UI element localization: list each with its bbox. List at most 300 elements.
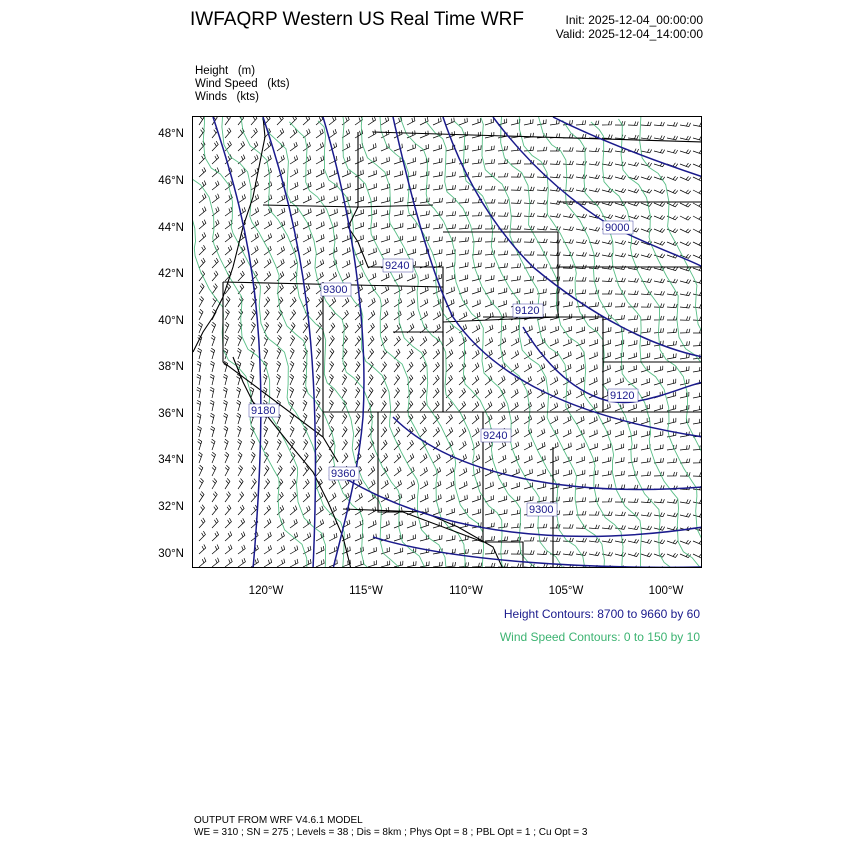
wind-barb: [524, 239, 534, 243]
wind-barb: [602, 443, 611, 450]
wind-barb: [511, 350, 519, 359]
wind-barb: [407, 454, 414, 464]
wind-barb: [303, 234, 311, 242]
wind-barb: [537, 537, 547, 541]
wind-barb: [290, 129, 297, 138]
wind-barb: [459, 388, 466, 398]
wind-barb: [524, 537, 534, 541]
wind-barb: [329, 361, 334, 372]
wind-barb: [446, 337, 453, 346]
wind-barb: [641, 340, 650, 346]
wind-barb: [381, 388, 386, 398]
wind-barb: [303, 492, 310, 502]
wind-barb: [316, 182, 324, 190]
wind-barb: [550, 339, 558, 347]
wind-barb: [329, 336, 334, 346]
wind-barb: [316, 260, 324, 269]
wind-barb: [589, 339, 598, 346]
wind-barb: [212, 465, 216, 476]
wind-barb: [615, 315, 625, 320]
wind-barb: [615, 135, 625, 139]
wind-barb: [198, 439, 202, 450]
wind-barb: [511, 263, 521, 268]
wind-barb: [251, 155, 258, 164]
wind-barb: [316, 129, 323, 138]
wind-barb: [628, 404, 637, 411]
wind-barb: [485, 509, 494, 515]
wind-barb: [589, 352, 597, 359]
height-contour-label: 9300: [323, 284, 348, 296]
wind-barb: [368, 466, 375, 476]
wind-barb: [511, 338, 519, 346]
field-height: Height (m): [195, 65, 256, 77]
wind-barb: [407, 236, 416, 242]
wind-barb: [485, 495, 494, 502]
wind-barb: [433, 427, 440, 437]
wind-barb: [238, 258, 245, 268]
wind-barb: [251, 532, 258, 541]
wind-barb: [316, 348, 321, 359]
wind-barb: [654, 291, 665, 295]
wind-barb: [680, 177, 691, 181]
wind-barb: [290, 426, 294, 437]
wind-barb: [459, 212, 469, 217]
wind-barb: [446, 350, 453, 360]
wind-barb: [316, 310, 322, 320]
wind-barb: [290, 335, 295, 346]
wind-barb: [238, 492, 244, 502]
wind-barb: [511, 276, 520, 281]
wind-barb: [210, 361, 214, 372]
wind-barb: [225, 322, 229, 333]
wind-barb: [524, 442, 532, 450]
wind-barb: [316, 413, 320, 424]
wind-barb: [511, 510, 520, 516]
wind-barb: [628, 430, 637, 437]
wind-barb: [472, 415, 479, 424]
wind-barb: [550, 377, 558, 385]
wind-barb: [459, 118, 467, 125]
wind-barb: [446, 401, 452, 411]
wind-barb: [225, 117, 230, 125]
wind-barb: [225, 258, 232, 268]
wind-barb: [641, 444, 650, 450]
wind-barb: [615, 162, 626, 166]
wind-barb: [433, 375, 439, 385]
wind-barb: [680, 242, 691, 246]
wind-barb: [498, 402, 505, 411]
wind-barb: [407, 117, 415, 125]
wind-barb: [459, 224, 469, 229]
wind-barb: [472, 118, 481, 125]
wind-barb: [342, 427, 347, 438]
wind-barb: [550, 161, 560, 165]
wind-barb: [693, 292, 702, 296]
wind-barb: [524, 415, 532, 424]
wind-barb: [394, 375, 400, 385]
wind-barb: [524, 351, 532, 359]
wind-barb: [368, 210, 377, 217]
wind-barb: [394, 494, 402, 502]
wind-barb: [576, 174, 587, 178]
wind-barb: [537, 264, 547, 268]
wind-barb: [446, 362, 453, 372]
wind-barb: [563, 174, 574, 178]
wind-barb: [628, 485, 638, 489]
wind-barb: [368, 130, 376, 138]
wind-barb: [329, 209, 337, 216]
wind-barb: [654, 215, 665, 219]
wind-barb: [329, 234, 337, 242]
wind-barb: [355, 183, 364, 190]
wind-barb: [680, 304, 690, 308]
wind-barb: [537, 376, 545, 385]
wind-barb: [212, 478, 217, 489]
wind-barb: [225, 465, 229, 476]
wind-barb: [576, 456, 585, 463]
wind-barb: [277, 348, 281, 359]
wind-barb: [277, 208, 285, 216]
wind-barb: [667, 190, 678, 194]
wind-barb: [316, 117, 323, 125]
wind-barb: [485, 118, 494, 125]
lat-label: 36°N: [158, 408, 184, 420]
wind-barb: [446, 468, 454, 477]
wind-barb: [394, 273, 402, 281]
wind-barb: [381, 311, 388, 320]
wind-barb: [667, 458, 677, 463]
wind-barb: [511, 133, 520, 139]
wind-barb: [641, 566, 652, 568]
wind-barb: [472, 350, 479, 359]
wind-barb: [485, 159, 495, 164]
wind-barb: [498, 275, 507, 281]
wind-barb: [225, 531, 232, 541]
lon-label: 100°W: [648, 585, 684, 597]
wind-barb: [667, 329, 677, 334]
wind-barb: [251, 233, 258, 242]
wind-barb: [537, 429, 545, 437]
wind-barb: [316, 169, 324, 177]
wind-barb: [212, 220, 219, 229]
wind-barb: [693, 136, 702, 140]
wind-barb: [654, 379, 663, 386]
wind-barb: [550, 213, 561, 217]
wind-barb: [667, 122, 678, 126]
wind-barb: [511, 119, 520, 125]
wind-barb: [537, 442, 545, 450]
wind-barb: [550, 239, 560, 243]
wind-barb: [355, 362, 360, 373]
wind-barb: [693, 190, 702, 194]
wind-barb: [264, 479, 270, 489]
wind-barb: [355, 170, 363, 177]
wind-barb: [485, 536, 495, 541]
wind-barb: [446, 427, 453, 437]
wind-barb: [212, 181, 219, 190]
wind-barb: [693, 304, 702, 308]
wind-barb: [615, 378, 623, 385]
wind-barb: [667, 379, 676, 385]
wind-barb: [407, 130, 415, 138]
wind-barb: [680, 216, 691, 220]
wind-barb: [264, 284, 270, 294]
wind-barb: [693, 267, 702, 271]
wind-barb: [277, 361, 281, 372]
lon-label: 105°W: [548, 585, 584, 597]
wind-barb: [303, 117, 310, 125]
wind-barb: [355, 560, 364, 567]
wind-barb: [693, 419, 702, 425]
wind-barb: [563, 214, 574, 218]
map-panel[interactable]: [192, 116, 702, 568]
wind-barb: [223, 400, 227, 411]
wind-barb: [251, 439, 255, 450]
wind-barb: [264, 259, 271, 268]
wind-barb: [290, 546, 298, 554]
wind-barb: [654, 149, 665, 153]
wind-barb: [615, 189, 626, 193]
wind-barb: [381, 157, 390, 164]
wind-barb: [368, 547, 377, 554]
wind-barb: [316, 506, 323, 515]
wind-barb: [680, 163, 691, 167]
wind-barb: [459, 468, 467, 476]
wind-barb: [251, 128, 257, 138]
height-contour-legend: Height Contours: 8700 to 9660 by 60: [503, 607, 700, 621]
wind-barb: [368, 170, 377, 177]
wind-barb: [459, 312, 467, 320]
wind-barb: [576, 497, 586, 502]
wind-barb: [264, 426, 268, 437]
wind-barb: [563, 188, 574, 192]
wind-barb: [276, 374, 280, 385]
wind-barb: [264, 505, 271, 515]
wind-barb: [277, 259, 284, 268]
wind-barb: [381, 521, 389, 529]
wind-barb: [211, 348, 215, 359]
wind-barb: [420, 388, 426, 398]
wind-barb: [251, 246, 258, 255]
wind-barb: [524, 550, 534, 554]
wind-barb: [563, 252, 573, 256]
wind-barb: [563, 551, 574, 555]
wind-barb: [394, 336, 400, 346]
wind-barb: [433, 562, 442, 567]
wind-barb: [264, 519, 271, 528]
wind-barb: [264, 195, 272, 203]
wind-barb: [290, 310, 296, 320]
wind-barb: [199, 245, 205, 255]
wind-barb: [316, 156, 324, 164]
wind-barb: [563, 497, 573, 502]
wind-barb: [615, 215, 626, 219]
wind-barb: [446, 287, 454, 294]
wind-barb: [628, 340, 637, 346]
wind-barb: [537, 416, 545, 425]
field-list: [195, 65, 290, 104]
wind-barb: [225, 297, 230, 308]
wind-barb: [199, 284, 204, 295]
wind-barb: [472, 495, 481, 502]
wind-barb: [615, 444, 624, 450]
wind-barb: [628, 162, 639, 166]
wind-barb: [615, 430, 624, 437]
wind-barb: [589, 443, 598, 450]
wind-barb: [485, 455, 493, 463]
wind-barb: [602, 539, 613, 543]
wind-barb: [251, 558, 259, 567]
wind-barb: [563, 443, 571, 450]
wind-barb: [420, 454, 427, 463]
wind-barb: [589, 161, 600, 165]
wind-barb: [641, 512, 652, 516]
wind-barb: [537, 496, 546, 502]
wind-barb: [589, 364, 597, 372]
wind-barb: [381, 248, 390, 255]
wind-barb: [329, 349, 334, 360]
wind-contour-legend: Wind Speed Contours: 0 to 150 by 10: [499, 630, 700, 644]
wind-barb: [264, 559, 272, 568]
wind-barb: [537, 483, 546, 489]
wind-barb: [511, 213, 521, 217]
wind-barb: [589, 377, 597, 385]
wind-barb: [225, 207, 232, 216]
wind-barb: [225, 452, 229, 463]
wind-barb: [654, 499, 664, 503]
wind-barb: [199, 544, 206, 554]
wind-barb: [329, 129, 336, 138]
wind-barb: [381, 362, 387, 372]
wind-barb: [407, 311, 414, 320]
wind-barb: [641, 353, 650, 359]
wind-barb: [381, 286, 389, 294]
wind-barb: [407, 362, 413, 372]
wind-barb: [264, 168, 272, 177]
wind-barb: [199, 207, 206, 216]
wind-barb: [537, 226, 547, 230]
wind-barb: [485, 199, 495, 203]
wind-barb: [667, 553, 678, 557]
wind-barb: [290, 155, 298, 164]
wind-barb: [511, 325, 519, 333]
wind-barb: [407, 561, 416, 567]
wind-barb: [628, 353, 637, 360]
wind-barb: [212, 531, 219, 541]
wind-barb: [563, 277, 573, 281]
wind-barb: [225, 309, 229, 320]
wind-barb: [342, 323, 348, 333]
wind-barb: [197, 413, 201, 424]
wind-barb: [290, 297, 296, 307]
wind-barb: [459, 481, 467, 489]
wind-barb: [264, 348, 268, 359]
wind-barb: [563, 201, 574, 205]
wind-barb: [641, 539, 652, 543]
wind-barb: [264, 492, 270, 502]
wind-barb: [524, 469, 532, 476]
wind-barb: [199, 309, 203, 320]
wind-barb: [446, 388, 452, 398]
wind-barb: [485, 389, 492, 398]
wind-barb: [459, 337, 466, 346]
wind-barb: [498, 238, 508, 242]
height-contour-label: 9000: [605, 222, 630, 234]
wind-barb: [641, 458, 650, 463]
wind-barb: [498, 173, 508, 177]
wind-barb: [211, 452, 215, 463]
wind-barb: [524, 119, 533, 125]
wind-barb: [511, 428, 519, 437]
wind-barb: [537, 251, 547, 255]
wind-barb: [589, 525, 599, 529]
wind-barb: [641, 553, 652, 557]
wind-barb: [212, 284, 217, 294]
wind-barb: [667, 341, 677, 346]
wind-barb: [212, 141, 218, 151]
wind-barb: [446, 508, 455, 515]
wind-barb: [550, 120, 559, 125]
wind-barb: [420, 481, 428, 489]
wind-barb: [225, 545, 232, 554]
wind-barb: [524, 251, 534, 255]
wind-barb: [264, 221, 272, 230]
wind-barb: [407, 349, 413, 359]
wind-barb: [199, 465, 203, 476]
wind-barb: [550, 252, 560, 256]
wind-barb: [238, 297, 243, 307]
wind-barb: [693, 405, 702, 411]
wind-barb: [563, 511, 573, 515]
wind-barb: [537, 200, 548, 204]
wind-barb: [628, 122, 638, 126]
wind-barb: [615, 471, 624, 476]
wind-barb: [446, 414, 453, 424]
wind-barb: [290, 387, 294, 398]
wind-barb: [238, 452, 242, 463]
wind-barb: [407, 157, 416, 164]
wind-barb: [381, 197, 390, 203]
wind-barb: [537, 326, 545, 333]
wind-barb: [680, 229, 691, 233]
wind-barb: [628, 189, 639, 193]
wind-barb: [277, 452, 282, 463]
lon-label: 110°W: [449, 585, 483, 597]
wind-barb: [472, 549, 482, 554]
wind-barb: [394, 388, 400, 398]
wind-barb: [276, 387, 280, 398]
wind-barb: [537, 402, 545, 411]
wind-barb: [290, 506, 297, 515]
wind-barb: [342, 272, 350, 281]
wind-barb: [264, 297, 270, 307]
wind-barb: [693, 242, 702, 246]
wind-barb: [589, 552, 600, 556]
wind-barb: [459, 145, 468, 151]
wind-barb: [342, 260, 350, 268]
wind-barb: [550, 497, 559, 502]
wind-barb: [654, 431, 663, 437]
wind-barb: [680, 203, 691, 207]
wind-barb: [550, 226, 561, 230]
wind-barb: [290, 182, 298, 190]
wind-barb: [329, 479, 336, 489]
wind-barb: [368, 323, 374, 333]
wind-barb: [537, 338, 545, 346]
wind-barb: [329, 247, 337, 255]
lat-label: 40°N: [158, 315, 184, 327]
wind-barb: [237, 439, 241, 450]
